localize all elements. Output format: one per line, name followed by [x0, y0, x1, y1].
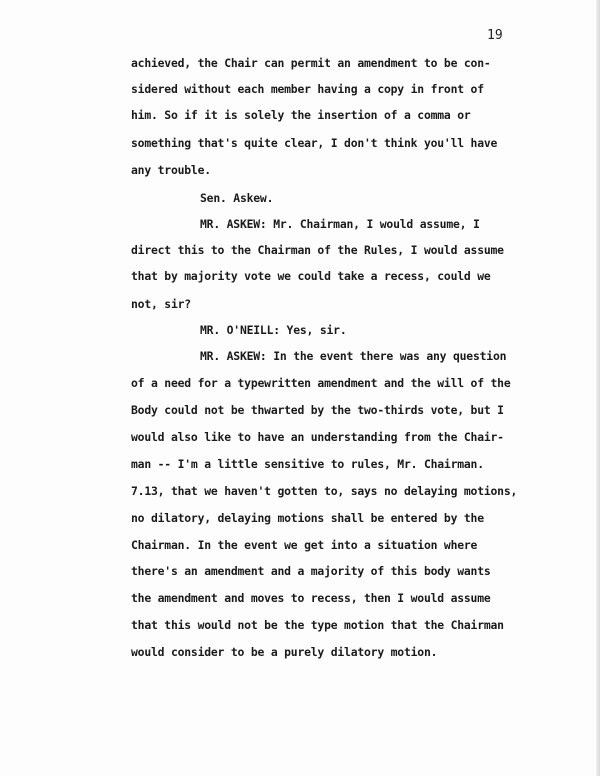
text-line: Chairman. In the event we get into a situation where — [131, 538, 478, 552]
text-line: would consider to be a purely dilatory motion. — [131, 645, 438, 659]
text-line: not, sir? — [131, 297, 191, 311]
text-line: MR. ASKEW: In the event there was any question — [200, 349, 507, 363]
page-number: 19 — [487, 28, 503, 43]
text-line: achieved, the Chair can permit an amendment to be con- — [131, 56, 491, 70]
text-line: the amendment and moves to recess, then I would assume — [131, 591, 491, 605]
text-line: MR. ASKEW: Mr. Chairman, I would assume, I — [200, 217, 480, 231]
text-line: man -- I'm a little sensitive to rules, Mr. Chairman. — [131, 457, 484, 471]
text-line: direct this to the Chairman of the Rules, I would assume — [131, 243, 504, 257]
text-line: there's an amendment and a majority of this body wants — [131, 564, 491, 578]
text-line: no dilatory, delaying motions shall be entered by the — [131, 511, 484, 525]
text-line: sidered without each member having a copy in front of — [131, 82, 484, 96]
text-line: something that's quite clear, I don't think you'll have — [131, 136, 498, 150]
text-line: would also like to have an understanding from the Chair- — [131, 430, 504, 444]
text-line: him. So if it is solely the insertion of a comma or — [131, 108, 471, 122]
text-line: of a need for a typewritten amendment and the will of the — [131, 376, 511, 390]
text-line: that by majority vote we could take a recess, could we — [131, 269, 491, 283]
text-line: MR. O'NEILL: Yes, sir. — [200, 323, 347, 337]
text-line: Body could not be thwarted by the two-thirds vote, but I — [131, 403, 504, 417]
speaker-recognition: Sen. Askew. — [200, 191, 274, 205]
page-edge-shadow — [596, 0, 600, 776]
text-line: any trouble. — [131, 163, 211, 177]
text-line: that this would not be the type motion that the Chairman — [131, 618, 504, 632]
text-line: 7.13, that we haven't gotten to, says no delaying motions, — [131, 484, 518, 498]
